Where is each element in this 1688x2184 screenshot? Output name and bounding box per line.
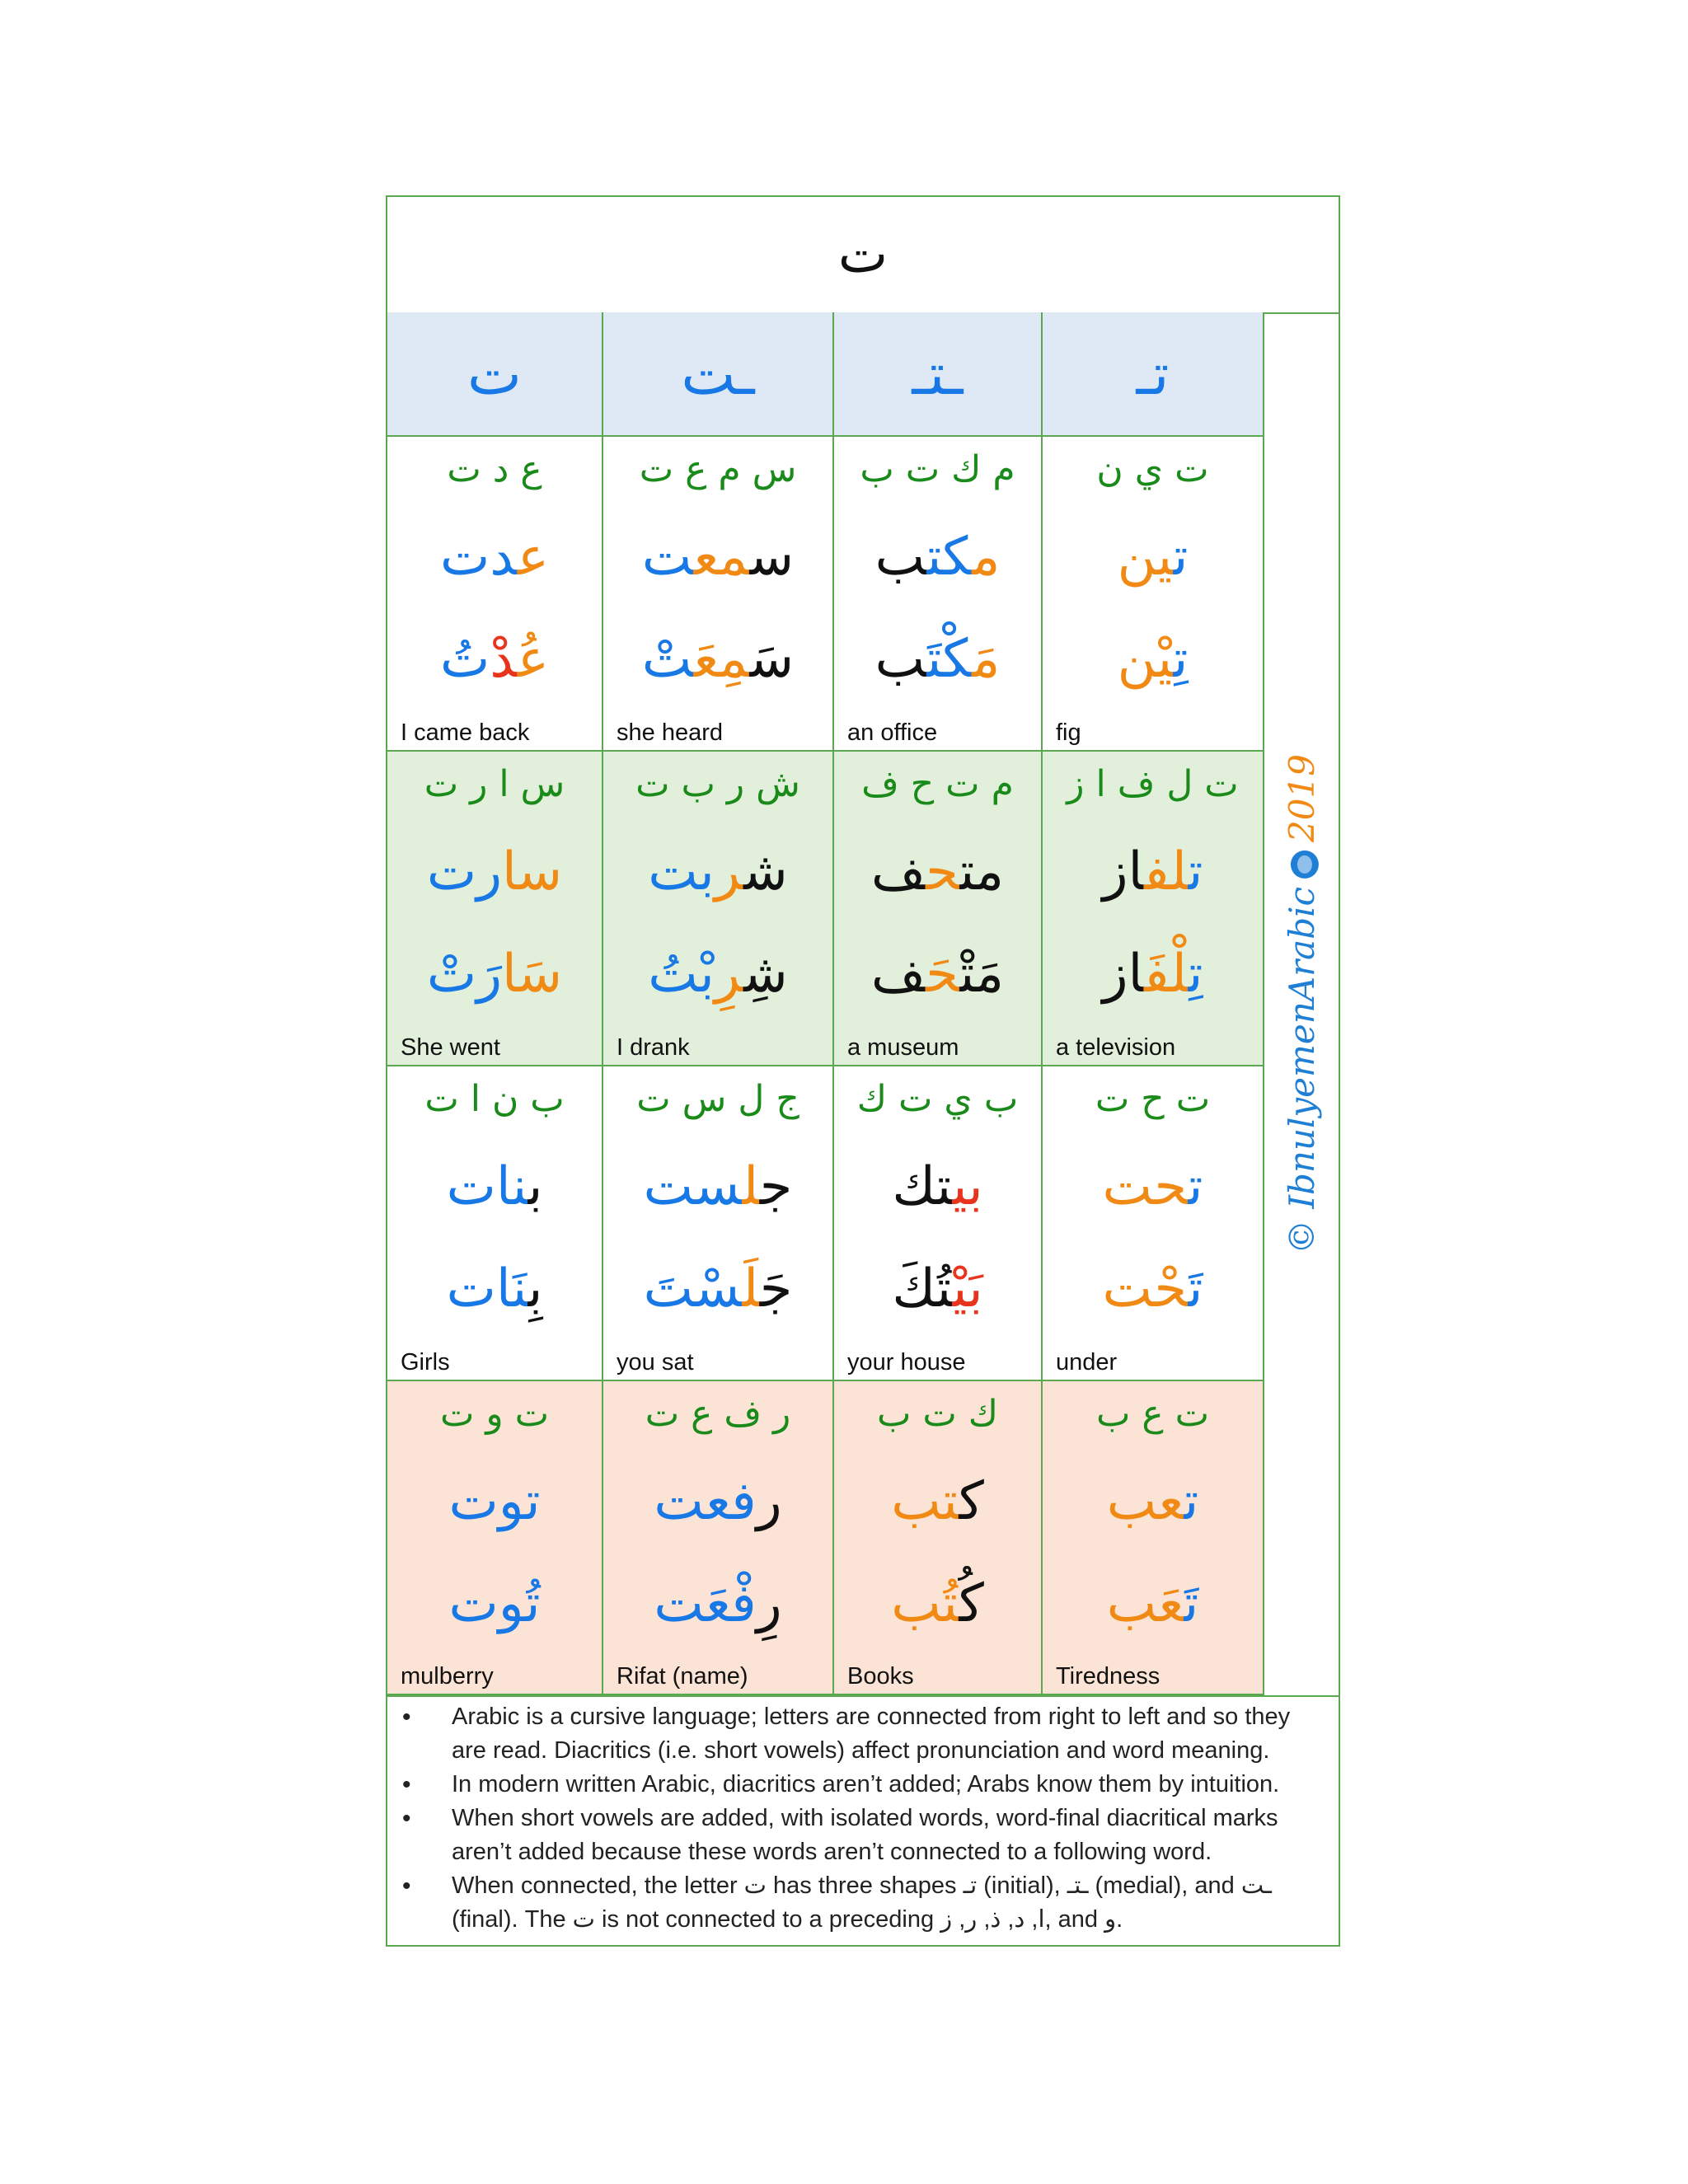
note-item: • When connected, the letter ت has three shapes تـ (initial), ـتـ (medial), and ـت (final). The ت is not connected to a preceding ا, د, ذ, ر, ز, and و. — [452, 1869, 1325, 1937]
colored-segment: تِ — [1173, 629, 1189, 690]
title-row — [387, 197, 1339, 314]
english-gloss: a museum — [847, 1034, 959, 1061]
letter-breakdown: ش ر ب ت — [635, 763, 800, 805]
colored-segment: از — [1102, 841, 1145, 902]
colored-segment: تُكَ — [892, 1258, 953, 1319]
letter-shape — [912, 340, 964, 408]
colored-segment: سَا — [502, 944, 563, 1005]
word-cell — [387, 437, 603, 752]
letter-shape-cell — [834, 312, 1043, 437]
word-cell — [603, 437, 834, 752]
colored-segment: عُ — [517, 629, 550, 690]
notes-list — [387, 1700, 1325, 1937]
english-gloss: Tiredness — [1056, 1663, 1160, 1690]
arabic-word — [1043, 526, 1263, 589]
colored-segment: ب — [874, 629, 927, 690]
colored-segment: بي — [952, 1156, 983, 1217]
note-item: • In modern written Arabic, diacritics aren’t added; Arabs know them by intuition. — [452, 1768, 1325, 1802]
colored-segment: ب — [874, 527, 927, 588]
colored-segment: ت — [1184, 1471, 1199, 1532]
vocalized-word — [1043, 1572, 1263, 1636]
vocalized-word — [387, 628, 602, 691]
vocalized-word — [1043, 1258, 1263, 1321]
colored-segment: نَات — [446, 1258, 528, 1319]
colored-segment: لف — [1144, 841, 1189, 902]
vocalized-word — [834, 1572, 1041, 1636]
word-cell — [834, 1381, 1043, 1695]
colored-segment: كت — [926, 527, 973, 588]
word-cell — [834, 752, 1043, 1066]
arabic-word — [603, 1470, 832, 1534]
word-cell — [603, 1381, 834, 1695]
colored-segment: ت — [1188, 841, 1203, 902]
note-item: • When short vowels are added, with isolated words, word-final diacritical marks aren’t added because these words aren’t connected to a following word. — [452, 1802, 1325, 1869]
letter-shape-cell — [1043, 312, 1264, 437]
vocalized-word — [387, 1572, 602, 1636]
colored-segment: ر — [714, 841, 744, 902]
word-cell — [834, 1066, 1043, 1381]
english-gloss: Girls — [401, 1349, 450, 1376]
colored-segment: دْ — [490, 629, 518, 690]
letter-breakdown: ك ت ب — [876, 1393, 999, 1435]
word-cell — [1043, 1066, 1264, 1381]
arabic-word — [834, 1155, 1041, 1219]
vocalized-word — [834, 1258, 1041, 1321]
colored-segment: ل — [742, 1156, 760, 1217]
arabic-word — [603, 526, 832, 589]
colored-segment: حَ — [926, 944, 960, 1005]
arabic-word — [834, 526, 1041, 589]
colored-segment: دت — [439, 527, 518, 588]
page-title: ت — [837, 224, 889, 285]
colored-segment: بِ — [528, 1258, 543, 1319]
arabic-word — [834, 841, 1041, 904]
colored-segment: بَيْ — [952, 1258, 983, 1319]
colored-segment: مت — [959, 841, 1005, 902]
colored-segment: تب — [891, 1471, 959, 1532]
vocalized-word — [1043, 628, 1263, 691]
english-gloss: your house — [847, 1349, 966, 1376]
colored-segment: ج — [759, 1156, 793, 1217]
letter-breakdown: ت ح ت — [1095, 1078, 1211, 1120]
word-grid — [387, 312, 1264, 1695]
colored-segment: ـت — [681, 340, 755, 408]
colored-segment: ت — [467, 340, 522, 408]
letter-breakdown: س م ع ت — [639, 448, 797, 490]
word-cell — [387, 1066, 603, 1381]
credit-year: 2019 — [1281, 753, 1322, 842]
colored-segment: ت — [1173, 527, 1189, 588]
word-cell — [834, 437, 1043, 752]
vocalized-word — [387, 1258, 602, 1321]
letter-breakdown: م ت ح ف — [861, 763, 1014, 805]
colored-segment: تك — [892, 1156, 953, 1217]
english-gloss: I came back — [401, 719, 530, 746]
letter-breakdown: ت ي ن — [1096, 448, 1209, 490]
colored-segment: ست — [643, 1156, 743, 1217]
copyright-credit — [1282, 754, 1322, 1254]
arabic-word — [1043, 1470, 1263, 1534]
english-gloss: under — [1056, 1349, 1118, 1376]
colored-segment: فعت — [654, 1471, 757, 1532]
colored-segment: حت — [1102, 1156, 1189, 1217]
notes-section — [387, 1695, 1339, 1945]
letter-chart — [386, 195, 1340, 1947]
vocalized-word — [603, 628, 832, 691]
vocalized-word — [834, 628, 1041, 691]
colored-segment: ت — [641, 527, 694, 588]
colored-segment: ت — [448, 1573, 499, 1634]
letter-breakdown: ع د ت — [447, 448, 542, 490]
colored-segment: تَ — [1188, 1258, 1203, 1319]
english-gloss: Rifat (name) — [617, 1663, 748, 1690]
letter-shape — [681, 340, 755, 408]
colored-segment: م — [972, 527, 1001, 588]
colored-segment: لْفَ — [1144, 944, 1189, 1005]
colored-segment: ك — [959, 1471, 984, 1532]
colored-segment: جَ — [759, 1258, 793, 1319]
english-gloss: fig — [1056, 719, 1081, 746]
colored-segment: تَ — [1184, 1573, 1199, 1634]
letter-breakdown: س ا ر ت — [424, 763, 565, 805]
colored-segment: كُ — [959, 1573, 984, 1634]
arabic-word — [603, 841, 832, 904]
letter-shape — [467, 340, 522, 408]
colored-segment: مع — [693, 527, 750, 588]
arabic-word — [387, 526, 602, 589]
colored-segment: سَ — [749, 629, 795, 690]
word-cell — [1043, 437, 1264, 752]
letter-shape — [1136, 340, 1170, 408]
arabic-word — [603, 1155, 832, 1219]
colored-segment: تُ — [439, 629, 490, 690]
letter-breakdown: ب ي ت ك — [856, 1078, 1019, 1120]
vocalized-word — [603, 1572, 832, 1636]
colored-segment: ب — [528, 1156, 543, 1217]
colored-segment: يْن — [1117, 629, 1174, 690]
colored-segment: رِ — [756, 1573, 782, 1634]
colored-segment: سْتَ — [643, 1258, 743, 1319]
vocalized-word — [834, 943, 1041, 1006]
word-cell — [1043, 1381, 1264, 1695]
colored-segment: ـتـ — [912, 340, 964, 408]
colored-segment: تِ — [1188, 944, 1203, 1005]
colored-segment: كْتَ — [926, 629, 973, 690]
english-gloss: you sat — [617, 1349, 694, 1376]
colored-segment: ين — [1117, 527, 1174, 588]
english-gloss: a television — [1056, 1034, 1176, 1061]
credit-column — [1264, 312, 1339, 1695]
letter-breakdown: ت ل ف ا ز — [1067, 763, 1239, 805]
word-cell — [387, 1381, 603, 1695]
vocalized-word — [603, 943, 832, 1006]
colored-segment: ت — [448, 1471, 499, 1532]
letter-breakdown: ت ع ب — [1095, 1393, 1210, 1435]
letter-breakdown: م ك ت ب — [860, 448, 1015, 490]
colored-segment: تْ — [641, 629, 694, 690]
vocalized-word — [387, 943, 602, 1006]
colored-segment: سا — [502, 841, 563, 902]
english-gloss: she heard — [617, 719, 723, 746]
colored-segment: رَتْ — [426, 944, 503, 1005]
letter-breakdown: ر ف ع ت — [645, 1393, 791, 1435]
colored-segment: تـ — [1136, 340, 1170, 408]
letter-breakdown: ت و ت — [439, 1393, 550, 1435]
vocalized-word — [603, 1258, 832, 1321]
colored-segment: عب — [1106, 1471, 1184, 1532]
colored-segment: شِ — [743, 944, 788, 1005]
colored-segment: عَب — [1106, 1573, 1184, 1634]
colored-segment: ر — [756, 1471, 782, 1532]
letter-shape-cell — [603, 312, 834, 437]
colored-segment: حْت — [1102, 1258, 1189, 1319]
colored-segment: از — [1102, 944, 1145, 1005]
colored-segment: مِعَ — [693, 629, 750, 690]
letter-breakdown: ج ل س ت — [636, 1078, 799, 1120]
arabic-word — [387, 841, 602, 904]
colored-segment: مَتْ — [959, 944, 1005, 1005]
colored-segment: مَ — [972, 629, 1001, 690]
arabic-word — [834, 1470, 1041, 1534]
colored-segment: تو — [498, 1471, 541, 1532]
word-cell — [387, 752, 603, 1066]
colored-segment: بْتُ — [648, 944, 715, 1005]
colored-segment: ع — [517, 527, 550, 588]
letter-shape-cell — [387, 312, 603, 437]
colored-segment: لَ — [742, 1258, 760, 1319]
english-gloss: I drank — [617, 1034, 690, 1061]
note-item: • Arabic is a cursive language; letters are connected from right to left and so they are read. Diacritics (i.e. short vowels) affect pronunciation and word meaning. — [452, 1700, 1325, 1768]
colored-segment: نات — [446, 1156, 528, 1217]
colored-segment: ف — [870, 944, 926, 1005]
word-cell — [603, 752, 834, 1066]
colored-segment: تُو — [498, 1573, 541, 1634]
colored-segment: تُب — [891, 1573, 959, 1634]
colored-segment: بت — [648, 841, 715, 902]
colored-segment: فْعَت — [654, 1573, 757, 1634]
arabic-word — [1043, 841, 1263, 904]
globe-icon — [1291, 850, 1319, 878]
credit-text: © IbnulyemenArabic — [1281, 886, 1322, 1254]
word-cell — [1043, 752, 1264, 1066]
word-cell — [603, 1066, 834, 1381]
arabic-word — [387, 1470, 602, 1534]
colored-segment: ش — [743, 841, 788, 902]
arabic-word — [387, 1155, 602, 1219]
colored-segment: س — [749, 527, 795, 588]
english-gloss: mulberry — [401, 1663, 494, 1690]
colored-segment: ح — [926, 841, 960, 902]
letter-breakdown: ب ن ا ت — [424, 1078, 565, 1120]
arabic-word — [1043, 1155, 1263, 1219]
vocalized-word — [1043, 943, 1263, 1006]
english-gloss: She went — [401, 1034, 500, 1061]
colored-segment: ت — [1188, 1156, 1203, 1217]
english-gloss: Books — [847, 1663, 914, 1690]
colored-segment: ف — [870, 841, 926, 902]
colored-segment: رِ — [714, 944, 744, 1005]
english-gloss: an office — [847, 719, 938, 746]
colored-segment: رت — [426, 841, 503, 902]
